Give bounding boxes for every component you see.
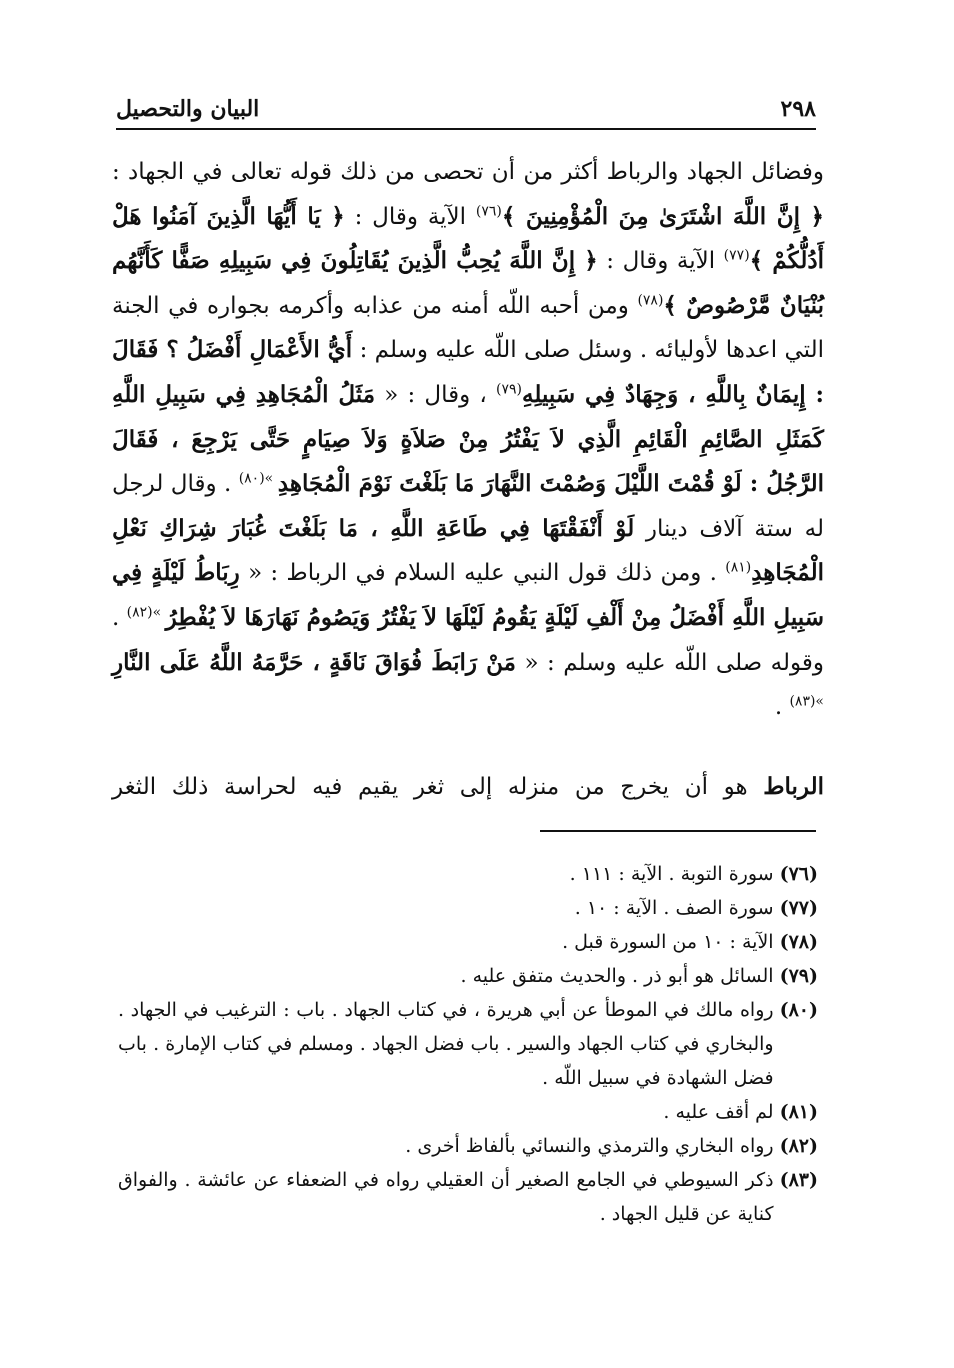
body-text-segment: . ومن ذلك قول النبي عليه السلام في الرباط : «	[239, 560, 726, 587]
hadith-quote: مَثَلُ الْمُجَاهِدِ فِي سَبِيلِ اللَّهِ كَمَثَلِ الصَّائِمِ الْقَائِمِ الَّذِي لاَ يَفْتُرُ مِنْ صَلاَةٍ وَلاَ صِيَامٍ حَتَّى يَرْجِعَ ، فَقَالَ الرَّجُلُ : لَوْ قُمْتَ اللَّيْلَ وَصُمْتَ النَّهَارَ مَا بَلَغْتَ نَوْمَ الْمُجَاهِدِ	[112, 380, 825, 498]
footnote-text: ذكر السيوطي في الجامع الصغير أن العقيلي رواه في الضعفاء عن عائشة . والفواق كناية عن قليل الجهاد .	[118, 1169, 774, 1225]
body-text-segment: . وقال لرجل له ستة آلاف دينار	[112, 471, 824, 542]
running-header	[116, 86, 816, 122]
footnote-text: الآية : ١٠ من السورة قبل .	[562, 931, 774, 953]
footnote-number: (٨٠)	[779, 999, 818, 1021]
hadith-quote: رِبَاطُ لَيْلَةٍ فِي سَبِيلِ اللَّهِ أَفْضَلُ مِنْ أَلْفِ لَيْلَةٍ يَقُومُ لَيْلَهَا لاَ يَفْتُرُ وَيَصُومُ نَهَارَهَا لاَ يُفْطِرُ	[112, 559, 824, 631]
footnote-ref: »(٨٠)	[238, 470, 278, 487]
footnote-number: (٧٦)	[779, 863, 818, 885]
page-number: ٢٩٨	[780, 96, 816, 122]
hadith-quote: أَيُّ الأَعْمَالِ أَفْضَلُ ؟ فَقَالَ : إِيمَانٌ بِاللَّهِ ، وَجِهَادٌ فِي سَبِيلِهِ	[112, 336, 824, 408]
footnote-item	[118, 891, 818, 925]
body-text-segment: . وقوله صلى اللّه عليه وسلم : «	[112, 604, 824, 676]
body-text-segment: .	[774, 694, 790, 721]
body-text-segment: الآية وقال :	[597, 248, 724, 275]
hadith-quote: لَوْ أَنْفَقْتَهَا فِي طَاعَةِ اللَّهِ ، مَا بَلَغْتَ غُبَارَ شِرَاكِ نَعْلِ الْمُجَاهِدِ	[112, 514, 824, 587]
definition-text: هو أن يخرج من منزله إلى ثغر يقيم فيه لحراسة ذلك الثغر	[112, 774, 764, 800]
footnote-ref: (٧٦)	[475, 202, 502, 219]
footnote-item	[118, 1095, 818, 1129]
body-text-segment: الآية وقال :	[344, 203, 476, 230]
footnote-number: (٧٩)	[779, 965, 818, 987]
footnote-item	[118, 857, 818, 891]
footnote-text: رواه مالك في الموطأ عن أبي هريرة ، في كتاب الجهاد . باب : الترغيب في الجهاد . والبخاري في كتاب الجهاد والسير . باب فضل الجهاد . ومسلم في كتاب الإمارة . باب فضل الشهادة في سبيل اللّه .	[118, 999, 774, 1089]
body-text-segment: ، وقال : «	[375, 381, 497, 408]
body-text-segment: ومن أحبه اللّه أمنه من عذابه وأكرمه بجواره في الجنة التي اعدها لأوليائه . وسئل صلى اللّه عليه وسلم :	[112, 292, 824, 364]
book-title: البيان والتحصيل	[116, 96, 260, 122]
body-text-segment: وفضائل الجهاد والرباط أكثر من أن تحصى من ذلك قوله تعالى في الجهاد :	[112, 159, 825, 185]
footnote-item	[118, 925, 818, 959]
footnote-number: (٨٣)	[779, 1169, 818, 1191]
footnote-ref: (٧٩)	[496, 381, 522, 398]
main-paragraph	[112, 150, 824, 730]
footnote-ref: (٧٨)	[637, 292, 664, 309]
footnote-ref: (٨١)	[725, 559, 752, 576]
footnote-number: (٧٨)	[779, 931, 818, 953]
footnote-item	[118, 1163, 818, 1231]
definition-term: الرباط	[763, 773, 824, 800]
quran-quote: ﴿ إِنَّ اللَّهَ يُحِبُّ الَّذِينَ يُقَاتِلُونَ فِي سَبِيلِهِ صَفًّا كَأَنَّهُم بُنْيَانٌ مَّرْصُوصٌ ﴾	[112, 247, 824, 319]
footnote-text: لم أقف عليه .	[663, 1101, 774, 1123]
footnote-text: سورة الصف . الآية : ١٠ .	[574, 897, 774, 919]
hadith-quote: مَنْ رَابَطَ فُوَاقَ نَاقَةٍ ، حَرَّمَهُ اللَّهُ عَلَى النَّارِ	[112, 648, 517, 676]
footnote-text: رواه البخاري والترمذي والنسائي بألفاظ أخرى .	[405, 1135, 774, 1157]
footnote-ref: »(٨٢)	[126, 604, 166, 621]
footnote-item	[118, 959, 818, 993]
footnote-item	[118, 1129, 818, 1163]
footnote-number: (٧٧)	[779, 897, 818, 919]
quran-quote: ﴿ يَا أَيُّهَا الَّذِينَ آمَنُوا هَلْ أَدُلُّكُمْ ﴾	[112, 202, 824, 275]
footnote-ref: »(٨٣)	[789, 693, 824, 710]
footnote-text: سورة التوبة . الآية : ١١١ .	[569, 863, 774, 885]
footnote-text: السائل هو أبو ذر . والحديث متفق عليه .	[460, 965, 774, 987]
definition-paragraph	[112, 765, 824, 809]
footnote-divider	[540, 830, 816, 832]
quran-quote: ﴿ إِنَّ اللَّهَ اشْتَرَىٰ مِنَ الْمُؤْمِنِينَ ﴾	[501, 202, 824, 230]
footnotes-list	[118, 857, 818, 1231]
footnote-number: (٨٢)	[779, 1135, 818, 1157]
footnote-number: (٨١)	[779, 1101, 818, 1123]
header-divider	[116, 128, 816, 130]
footnote-ref: (٧٧)	[723, 247, 750, 264]
footnote-item	[118, 993, 818, 1095]
